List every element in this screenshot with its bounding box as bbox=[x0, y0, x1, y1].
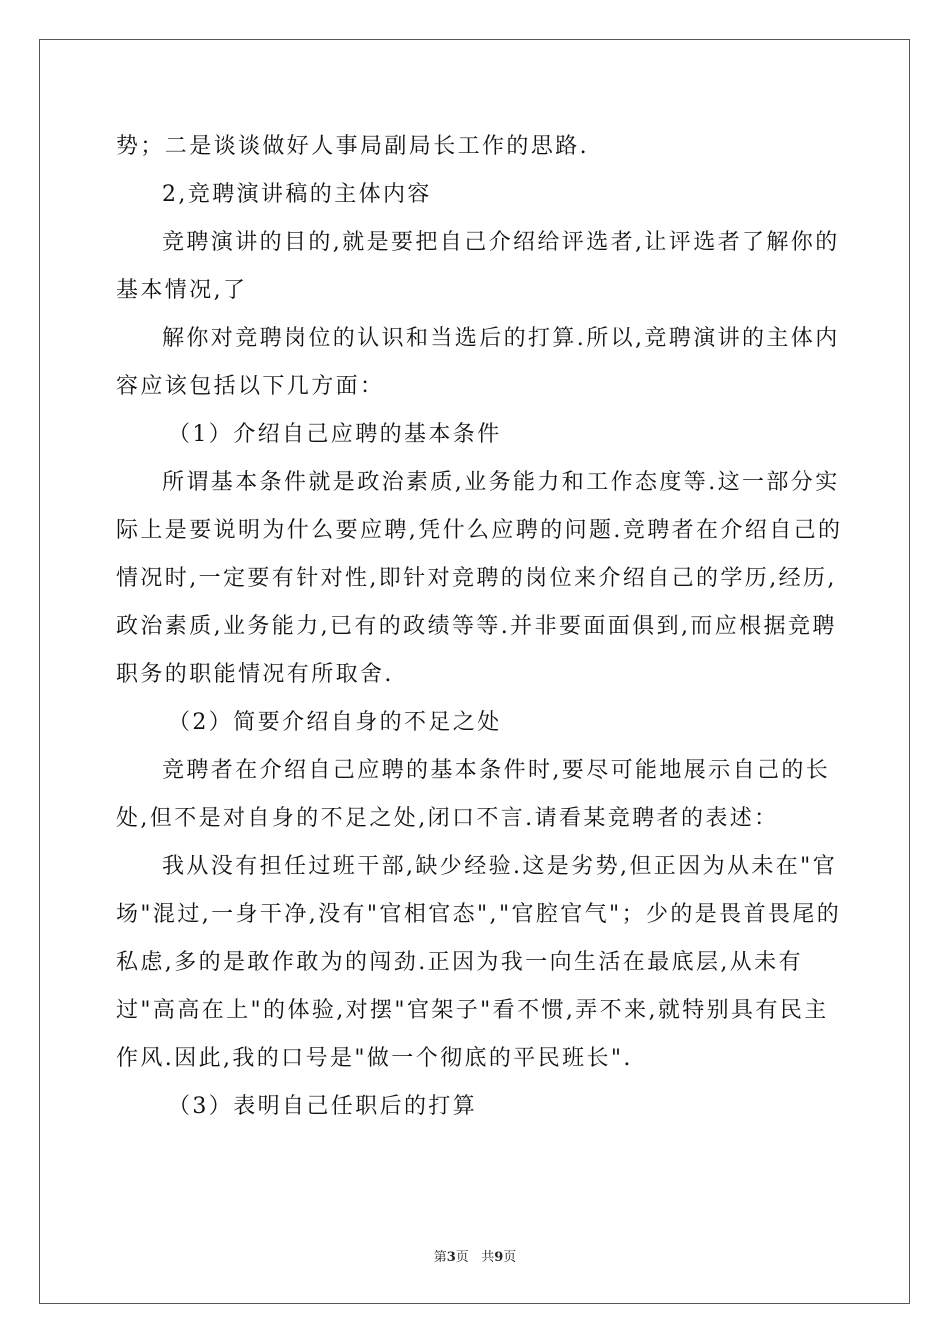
paragraph-line: 私虑,多的是敢作敢为的闯劲.正因为我一向生活在最底层,从未有 bbox=[116, 950, 803, 975]
paragraph-line: 作风.因此,我的口号是"做一个彻底的平民班长". bbox=[116, 1046, 633, 1071]
paragraph-line: 际上是要说明为什么要应聘,凭什么应聘的问题.竞聘者在介绍自己的 bbox=[116, 518, 843, 543]
footer-prefix: 第 bbox=[433, 1250, 447, 1265]
footer-total-prefix: 共 bbox=[481, 1250, 495, 1265]
current-page-number: 3 bbox=[446, 1250, 456, 1265]
paragraph-line: 竞聘者在介绍自己应聘的基本条件时,要尽可能地展示自己的长 bbox=[162, 758, 831, 783]
footer-total-unit: 页 bbox=[503, 1250, 517, 1265]
document-body bbox=[116, 128, 843, 1136]
total-pages-number: 9 bbox=[494, 1250, 504, 1265]
section-heading: 2,竞聘演讲稿的主体内容 bbox=[162, 182, 432, 207]
paragraph-line: 情况时,一定要有针对性,即针对竞聘的岗位来介绍自己的学历,经历, bbox=[116, 566, 837, 591]
paragraph-line: 基本情况,了 bbox=[116, 278, 248, 303]
paragraph-line: 竞聘演讲的目的,就是要把自己介绍给评选者,让评选者了解你的 bbox=[162, 230, 840, 255]
paragraph-line: 容应该包括以下几方面： bbox=[116, 374, 385, 399]
paragraph-line: 职务的职能情况有所取舍. bbox=[116, 662, 394, 687]
subsection-heading: （3）表明自己任职后的打算 bbox=[168, 1094, 478, 1119]
page-footer bbox=[0, 1246, 950, 1265]
paragraph-line: 过"高高在上"的体验,对摆"官架子"看不惯,弄不来,就特别具有民主 bbox=[116, 998, 829, 1023]
paragraph-line: 我从没有担任过班干部,缺少经验.这是劣势,但正因为从未在"官 bbox=[162, 854, 838, 879]
paragraph-line: 处,但不是对自身的不足之处,闭口不言.请看某竞聘者的表述： bbox=[116, 806, 779, 831]
paragraph-line: 所谓基本条件就是政治素质,业务能力和工作态度等.这一部分实 bbox=[162, 470, 840, 495]
subsection-heading: （2）简要介绍自身的不足之处 bbox=[168, 710, 502, 735]
paragraph-line: 解你对竞聘岗位的认识和当选后的打算.所以,竞聘演讲的主体内 bbox=[162, 326, 840, 351]
subsection-heading: （1）介绍自己应聘的基本条件 bbox=[168, 422, 502, 447]
paragraph-line: 势；二是谈谈做好人事局副局长工作的思路. bbox=[116, 134, 589, 159]
paragraph-line: 政治素质,业务能力,已有的政绩等等.并非要面面俱到,而应根据竞聘 bbox=[116, 614, 837, 639]
paragraph-line: 场"混过,一身干净,没有"官相官态","官腔官气"；少的是畏首畏尾的 bbox=[116, 902, 842, 927]
footer-page-unit: 页 bbox=[455, 1250, 469, 1265]
